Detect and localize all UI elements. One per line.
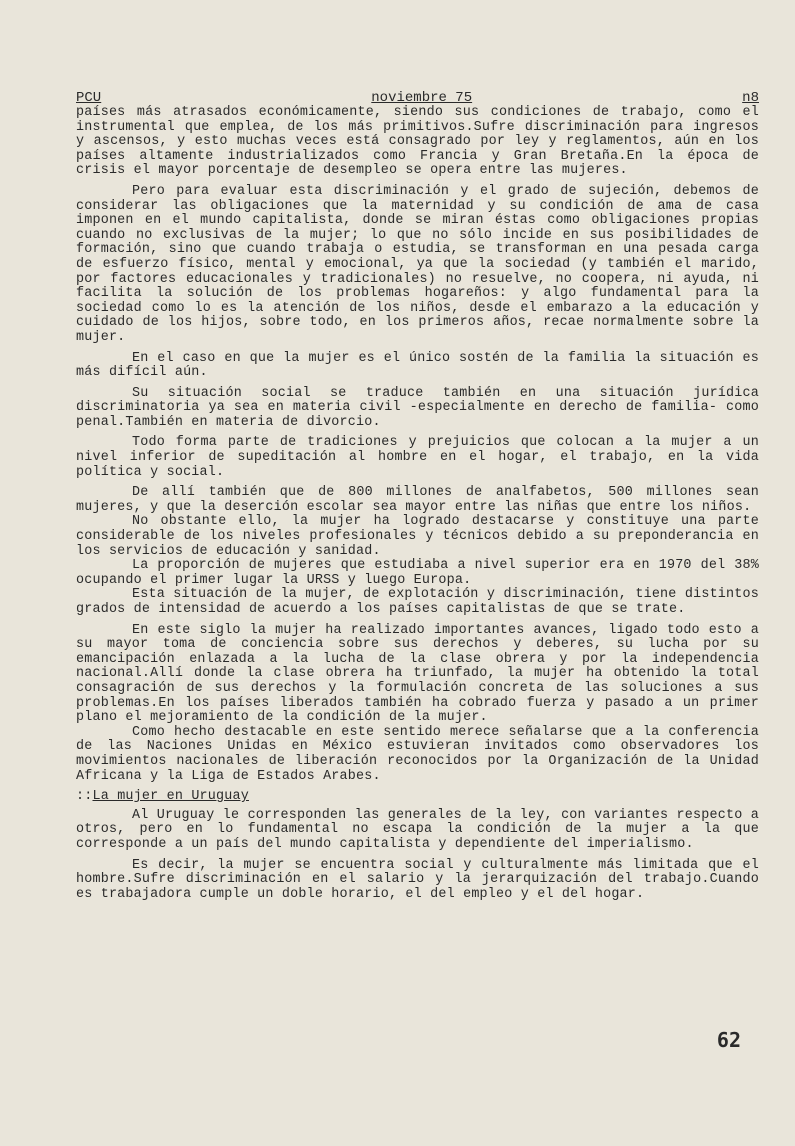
paragraph: Como hecho destacable en este sentido merece señalarse que a la conferencia de las Naciones Unidas en México estuvieran invitados como observadores los movimientos nacionales de liberación reconocidos por la Organización de la Unidad Africana y la Liga de Estados Arabes. bbox=[76, 724, 759, 784]
section-heading bbox=[76, 790, 759, 805]
page-header bbox=[76, 90, 759, 106]
header-issue: n8 bbox=[742, 90, 759, 106]
paragraph: Es decir, la mujer se encuentra social y culturalmente más limitada que el hombre.Sufre discriminación en el salario y la jerarquización del trabajo.Cuando es trabajadora cumple un doble horario, el del empleo y el del hogar. bbox=[76, 857, 759, 902]
section-prefix: :: bbox=[76, 789, 93, 805]
section-title: La mujer en Uruguay bbox=[92, 789, 249, 805]
paragraph: Pero para evaluar esta discriminación y el grado de sujeción, debemos de considerar las obligaciones que la maternidad y su condición de ama de casa imponen en el mundo capitalista, donde se miran éstas como obligaciones propias cuando no exclusivas de la mujer; lo que no sólo incide en sus posibilidades de formación, sino que cuando trabaja o estudia, se transforman en una pesada carga de esfuerzo físico, mental y emocional, ya que la sociedad (y también el marido, por factores educacionales y tradicionales) no resuelve, no coopera, ni ayuda, ni facilita la solución de los problemas hogareños: y algo fundamental para la sociedad como lo es la atención de los niños, desde el embarazo a la educación y cuidado de los hijos, sobre todo, en los primeros años, recae normalmente sobre la mujer. bbox=[76, 183, 759, 345]
paragraph: La proporción de mujeres que estudiaba a nivel superior era en 1970 del 38% ocupando el primer lugar la URSS y luego Europa. bbox=[76, 558, 759, 588]
paragraph: En este siglo la mujer ha realizado importantes avances, ligado todo esto a su mayor toma de conciencia sobre sus derechos y deberes, su lucha por su emancipación enlazada a la lucha de la clase obrera y por la independencia nacional.Allí donde la clase obrera ha triunfado, la mujer ha obtenido la total consagración de sus derechos y la formulación concreta de las soluciones a sus problemas.En los países liberados también ha cobrado fuerza y pasado a un primer plano el mejoramiento de la condición de la mujer. bbox=[76, 622, 759, 726]
paragraph: países más atrasados económicamente, siendo sus condiciones de trabajo, como el instrumental que emplea, de los más primitivos.Sufre discriminación para ingresos y ascensos, y esto muchas veces está consagrado por ley y reglamentos, aún en los países altamente industrializados como Francia y Gran Bretaña.En la época de crisis el mayor porcentaje de desempleo se opera entre las mujeres. bbox=[76, 105, 759, 179]
header-date: noviembre 75 bbox=[371, 90, 473, 106]
paragraph: De allí también que de 800 millones de analfabetos, 500 millones sean mujeres, y que la deserción escolar sea mayor entre las niñas que entre los niños. bbox=[76, 485, 759, 515]
paragraph: En el caso en que la mujer es el único sostén de la familia la situación es más difícil aún. bbox=[76, 350, 759, 381]
header-publication: PCU bbox=[76, 90, 102, 106]
paragraph: No obstante ello, la mujer ha logrado destacarse y constituye una parte considerable de los niveles profesionales y técnicos debido a su preponderancia en los servicios de educación y sanidad. bbox=[76, 514, 759, 559]
document-body bbox=[76, 106, 759, 902]
paragraph: Todo forma parte de tradiciones y prejuicios que colocan a la mujer a un nivel inferior de supeditación al hombre en el hogar, el trabajo, en la vida política y social. bbox=[76, 435, 759, 480]
paragraph: Su situación social se traduce también en una situación jurídica discriminatoria ya sea en materia civil -especialmente en derecho de familia- como penal.También en materia de divorcio. bbox=[76, 385, 759, 430]
page-number: 62 bbox=[716, 1028, 741, 1052]
paragraph: Esta situación de la mujer, de explotación y discriminación, tiene distintos grados de intensidad de acuerdo a los países capitalistas de que se trate. bbox=[76, 587, 759, 617]
paragraph: Al Uruguay le corresponden las generales de la ley, con variantes respecto a otros, pero en lo fundamental no escapa la condición de la mujer a la que corresponde a un país del mundo capitalista y dependiente del imperialismo. bbox=[76, 807, 759, 852]
